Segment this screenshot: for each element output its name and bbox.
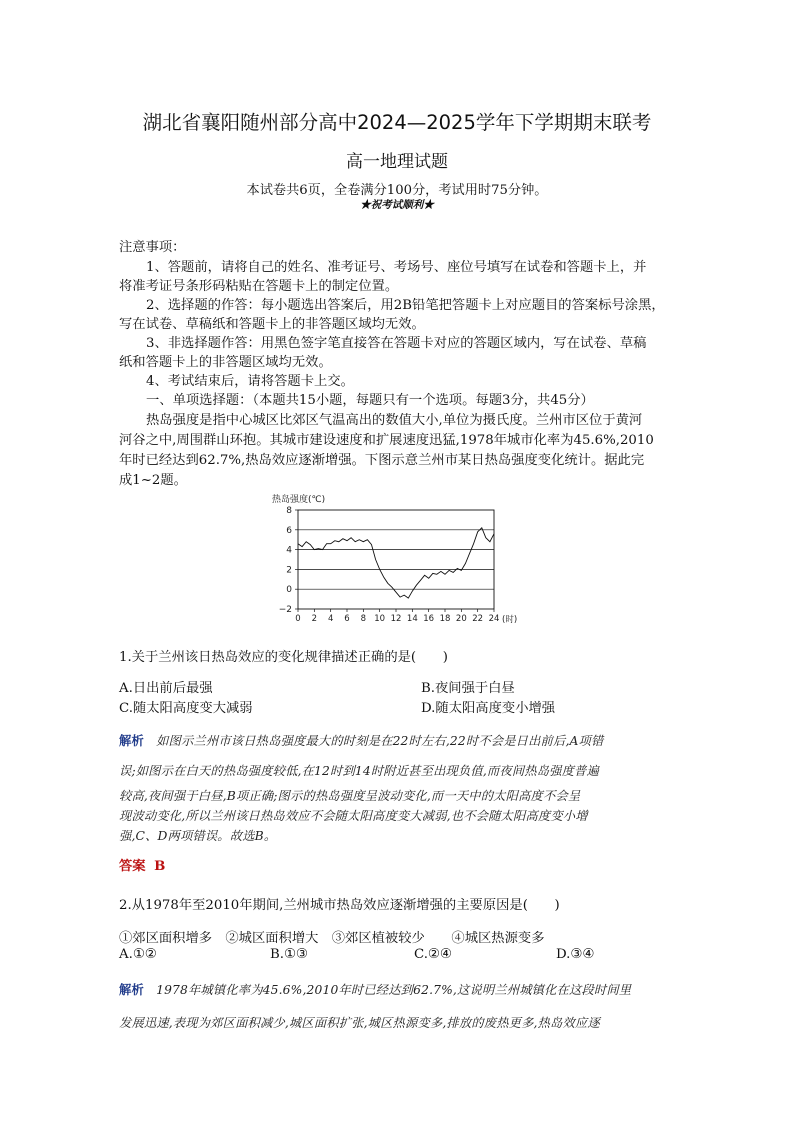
q1-stem: 1.关于兰州该日热岛效应的变化规律描述正确的是( ) [119,650,448,665]
q1-option-b: B.夜间强于白昼 [421,681,515,696]
q1-analysis-line: 误;如图示在白天的热岛强度较低,在12时到14时附近甚至出现负值,而夜间热岛强度普遍 [119,764,599,778]
passage-line: 成1~2题。 [119,473,187,488]
q1-analysis-label: 解析 [119,733,144,748]
exam-subtitle: 高一地理试题 [346,152,448,172]
x-tick-label: 24 [488,614,500,624]
x-tick-label: 16 [423,614,435,624]
y-tick-label: −2 [278,605,292,615]
section-heading: 一、单项选择题：（本题共15小题，每题只有一个选项。每题3分，共45分） [146,393,594,408]
x-tick-label: 0 [295,614,301,624]
passage-line: 年时已经达到62.7%,热岛效应逐渐增强。下图示意兰州市某日热岛强度变化统计。据此完 [119,453,645,468]
y-tick-label: 6 [286,525,292,536]
q2-analysis-line: 发展迅速,表现为郊区面积减少,城区面积扩张,城区热源变多,排放的废热更多,热岛效应逐 [119,1016,600,1030]
y-tick-label: 2 [286,565,292,576]
x-tick-label: 4 [327,614,334,624]
exam-title: 湖北省襄阳随州部分高中2024—2025学年下学期期末联考 [142,111,652,134]
notice-line: 1、答题前，请将自己的姓名、准考证号、考场号、座位号填写在试卷和答题卡上，并 [146,260,647,275]
q2-analysis-text: 1978年城镇化率为45.6%,2010年时已经达到62.7%,这说明兰州城镇化在这段时间里 [156,983,632,997]
q1-answer-value: B [154,859,166,874]
q1-answer-label: 答案 [119,859,146,874]
notice-line: 4、考试结束后，请将答题卡上交。 [146,374,354,389]
y-tick-label: 8 [286,506,292,516]
q1-option-c: C.随太阳高度变大减弱 [119,701,253,716]
x-tick-label: 12 [390,614,402,624]
heat-island-chart [262,489,524,625]
q1-option-a: A.日出前后最强 [119,681,213,696]
x-tick-label: 20 [455,614,467,624]
q1-analysis-text: 如图示兰州市该日热岛强度最大的时刻是在22时左右,22时不会是日出前后,A项错 [156,734,604,748]
y-tick-label: 4 [286,545,292,556]
plot-frame [298,510,494,609]
q2-option-d: D.③④ [556,947,595,962]
good-luck-line: ★祝考试顺利★ [360,199,434,211]
series-line [298,528,494,598]
q2-option-a: A.①② [119,947,157,962]
exam-info: 本试卷共6页，全卷满分100分，考试用时75分钟。 [246,183,548,198]
notice-line: 将准考证号条形码粘贴在答题卡上的制定位置。 [119,279,399,294]
q1-analysis-line: 强,C、D两项错误。故选B。 [119,829,277,843]
q1-answer [119,855,165,874]
notice-line: 2、选择题的作答：每小题选出答案后，用2B铅笔把答题卡上对应题目的答案标号涂黑， [146,298,665,313]
q2-option-c: C.②④ [414,947,452,962]
y-axis-label: 热岛强度(℃) [272,495,326,505]
q2-stem: 2.从1978年至2010年期间,兰州城市热岛效应逐渐增强的主要原因是( ) [119,898,560,913]
passage-line: 热岛强度是指中心城区比郊区气温高出的数值大小,单位为摄氏度。兰州市区位于黄河 [146,413,643,428]
q2-option-b: B.①③ [270,947,308,962]
x-tick-label: 18 [439,614,451,624]
notice-line: 3、非选择题作答：用黑色签字笔直接答在答题卡对应的答题区域内，写在试卷、草稿 [146,336,647,351]
x-tick-label: 6 [344,614,350,624]
q1-analysis-line: 较高,夜间强于白昼,B项正确;图示的热岛强度呈波动变化,而一天中的太阳高度不会呈 [119,789,581,803]
x-tick-label: 8 [360,614,367,624]
y-tick-label: 0 [286,585,292,596]
q2-items: ①郊区面积增多 ②城区面积增大 ③郊区植被较少 ④城区热源变多 [119,931,545,946]
q2-analysis-label: 解析 [119,982,144,997]
x-tick-label: 2 [311,614,318,624]
notice-line: 纸和答题卡上的非答题区域均无效。 [119,355,332,370]
notice-heading: 注意事项： [119,240,186,255]
q2-analysis-line-0 [119,980,631,998]
passage-line: 河谷之中,周围群山环抱。其城市建设速度和扩展速度迅猛,1978年城市化率为45.6%,2010 [119,433,654,448]
x-tick-label: 14 [406,614,418,624]
x-tick-label: 22 [472,614,484,624]
q1-option-d: D.随太阳高度变小增强 [421,701,556,716]
x-tick-label: 10 [374,614,386,624]
notice-line: 写在试卷、草稿纸和答题卡上的非答题区域均无效。 [119,317,425,332]
x-axis-label: (时) [502,615,518,625]
q1-analysis-line: 现波动变化,所以兰州该日热岛效应不会随太阳高度变大减弱,也不会随太阳高度变小增 [119,809,588,823]
q1-analysis-line-0 [119,731,603,749]
